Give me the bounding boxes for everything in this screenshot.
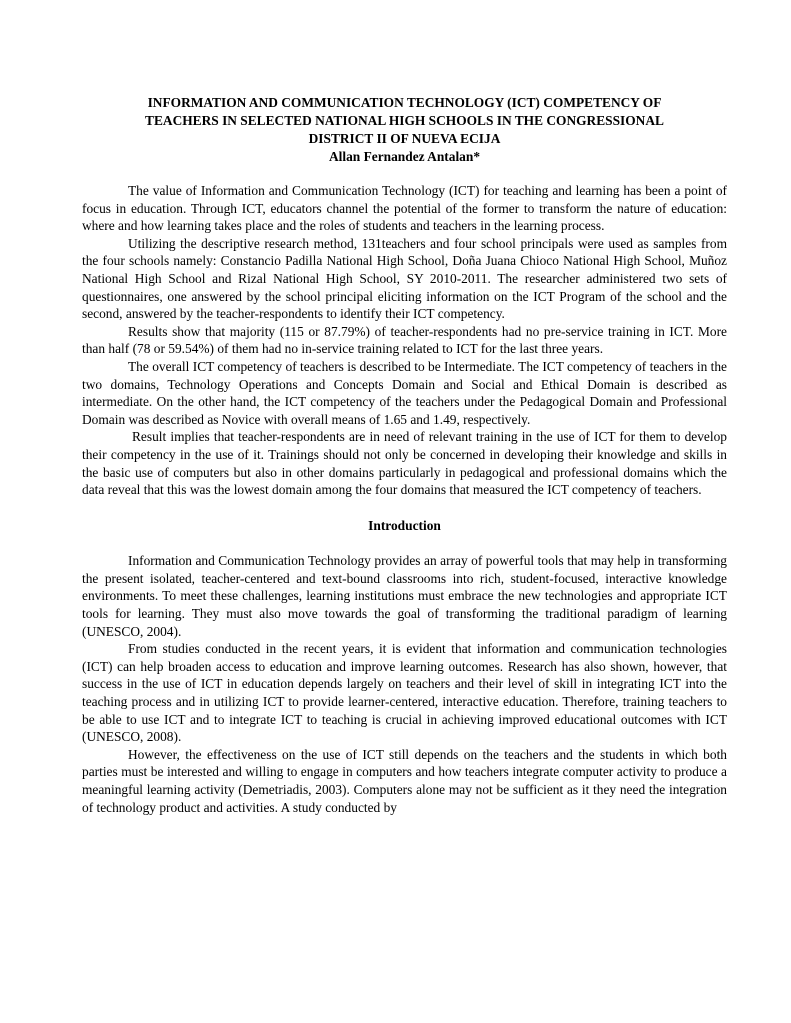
paper-title-line-1: INFORMATION AND COMMUNICATION TECHNOLOGY (ICT) COMPETENCY OF [147, 95, 662, 110]
abstract-paragraph: The overall ICT competency of teachers is described to be Intermediate. The ICT competency of teachers in the two domains, Technology Operations and Concepts Domain and Social and Ethical Domain is described as intermediate. On the other hand, the ICT competency of the teachers under the Pedagogical Domain and Professional Domain was described as Novice with overall means of 1.65 and 1.49, respectively. [82, 358, 727, 427]
abstract-paragraph: The value of Information and Communication Technology (ICT) for teaching and learning has been a point of focus in education. Through ICT, educators channel the potential of the former to transform the nature of education: where and how learning takes place and the roles of students and teachers in the learning process. [82, 183, 727, 234]
introduction-section [82, 552, 727, 816]
introduction-paragraph: However, the effectiveness on the use of ICT still depends on the teachers and the students in which both parties must be interested and willing to engage in computers and how teachers integrate computer activity to produce a meaningful learning activity (Demetriadis, 2003). Computers alone may not be sufficient as it they need the integration of technology product and activities. A study conducted by [82, 746, 727, 815]
title-block [82, 94, 727, 166]
introduction-paragraph: From studies conducted in the recent years, it is evident that information and communication technologies (ICT) can help broaden access to education and improve learning outcomes. Research has also shown, however, that success in the use of ICT in education depends largely on teachers and their level of skill in integrating ICT into the teaching process and in utilizing ICT to provide learner-centered, interactive education. Therefore, training teachers to be able to use ICT and to integrate ICT to teaching is crucial in achieving improved educational outcomes with ICT (UNESCO, 2008). [82, 641, 727, 745]
abstract-paragraph: Result implies that teacher-respondents are in need of relevant training in the use of ICT for them to develop their competency in the use of it. Trainings should not only be concerned in developing their knowledge and skills in the basic use of computers but also in other domains particularly in pedagogical and professional domains which the data reveal that this was the lowest domain among the four domains that measured the ICT competency of teachers. [82, 429, 727, 498]
paper-title-line-3: DISTRICT II OF NUEVA ECIJA [308, 131, 501, 146]
section-heading-introduction: Introduction [368, 517, 441, 533]
abstract-paragraph: Utilizing the descriptive research method, 131teachers and four school principals were used as samples from the four schools namely: Constancio Padilla National High School, Doña Juana Chioco National High School, Muñoz National High School and Rizal National High School, SY 2010-2011. The researcher administered two sets of questionnaires, one answered by the school principal eliciting information on the ICT Program of the school and the second, answered by the teacher-respondents to identify their ICT competency. [82, 235, 727, 322]
abstract-paragraph: Results show that majority (115 or 87.79%) of teacher-respondents had no pre-service training in ICT. More than half (78 or 59.54%) of them had no in-service training related to ICT for the last three years. [82, 323, 727, 357]
body-text [82, 182, 727, 816]
paper-title-line-2: TEACHERS IN SELECTED NATIONAL HIGH SCHOOLS IN THE CONGRESSIONAL [145, 113, 664, 128]
author-name: Allan Fernandez Antalan* [328, 149, 481, 164]
introduction-paragraph: Information and Communication Technology provides an array of powerful tools that may help in transforming the present isolated, teacher-centered and text-bound classrooms into rich, student-focused, interactive knowledge environments. To meet these challenges, learning institutions must embrace the new technologies and appropriate ICT tools for learning. They must also move towards the goal of transforming the traditional paradigm of learning (UNESCO, 2004). [82, 553, 727, 639]
